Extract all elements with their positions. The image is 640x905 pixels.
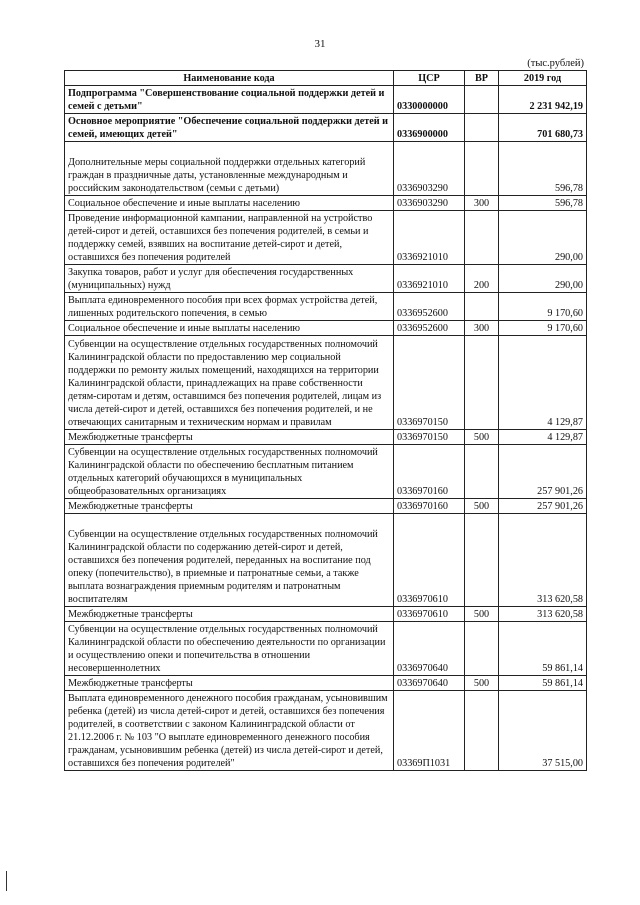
row-name: Межбюджетные трансферты [65,430,394,445]
row-amount: 701 680,73 [499,114,587,142]
table-row [65,211,587,265]
row-csr: 0336970640 [394,676,465,691]
row-vr [465,336,499,430]
row-vr [465,142,499,196]
row-vr: 500 [465,676,499,691]
row-csr: 0336970160 [394,499,465,514]
row-vr [465,691,499,771]
row-vr: 200 [465,265,499,293]
row-amount: 9 170,60 [499,321,587,336]
row-csr: 0336970160 [394,445,465,499]
header-csr: ЦСР [394,71,465,86]
page-number: 31 [314,38,326,50]
row-name: Межбюджетные трансферты [65,499,394,514]
row-vr: 300 [465,196,499,211]
margin-mark [6,871,7,891]
row-csr: 0336952600 [394,321,465,336]
row-vr: 500 [465,430,499,445]
table-row [65,321,587,336]
row-name: Социальное обеспечение и иные выплаты населению [65,321,394,336]
row-name: Социальное обеспечение и иные выплаты населению [65,196,394,211]
row-name: Дополнительные меры социальной поддержки отдельных категорий граждан в праздничные даты, установленные международным и российским законодательством (семьи с детьми) [65,142,394,196]
row-csr: 0336952600 [394,293,465,321]
table-row [65,265,587,293]
row-amount: 596,78 [499,196,587,211]
row-csr: 0330000000 [394,86,465,114]
row-amount: 290,00 [499,265,587,293]
row-csr: 0336970610 [394,514,465,607]
row-csr: 0336970610 [394,607,465,622]
row-csr: 0336903290 [394,142,465,196]
row-vr: 500 [465,499,499,514]
header-year: 2019 год [499,71,587,86]
table-row [65,114,587,142]
row-vr [465,114,499,142]
table-row [65,514,587,607]
budget-table [64,70,587,771]
row-csr: 0336970150 [394,430,465,445]
row-name: Субвенции на осуществление отдельных государственных полномочий Калининградской области по содержанию детей-сирот и детей, оставшихся без попечения родителей, переданных на воспитание под опеку (попечительство), в приемные и патронатные семьи, а также выплата вознаграждения приемным родителям и патронатным воспитателям [65,514,394,607]
row-name: Субвенции на осуществление отдельных государственных полномочий Калининградской области по предоставлению мер социальной поддержки по ремонту жилых помещений, находящихся на территории Калининградской области, принадлежащих на праве собственности детям-сиротам и детям, оставшимся без попечения родителей, лицам из числа детей-сирот и детей, оставшихся без попечения родителей, и не отвечающих санитарным и техническим нормам и правилам [65,336,394,430]
row-amount: 2 231 942,19 [499,86,587,114]
row-amount: 596,78 [499,142,587,196]
table-row [65,336,587,430]
row-name: Субвенции на осуществление отдельных государственных полномочий Калининградской области по обеспечению деятельности по организации и осуществлению опеки и попечительства в отношении несовершеннолетних [65,622,394,676]
table-row [65,293,587,321]
row-csr: 03369П1031 [394,691,465,771]
table-row [65,691,587,771]
row-vr: 300 [465,321,499,336]
row-vr: 500 [465,607,499,622]
row-vr [465,622,499,676]
row-amount: 313 620,58 [499,607,587,622]
row-amount: 9 170,60 [499,293,587,321]
table-row [65,607,587,622]
row-csr: 0336900000 [394,114,465,142]
units-label: (тыс.рублей) [527,58,584,69]
row-csr: 0336921010 [394,265,465,293]
row-amount: 4 129,87 [499,430,587,445]
row-csr: 0336903290 [394,196,465,211]
row-name: Основное мероприятие "Обеспечение социальной поддержки детей и семей, имеющих детей" [65,114,394,142]
row-vr [465,293,499,321]
row-csr: 0336970640 [394,622,465,676]
row-amount: 257 901,26 [499,499,587,514]
row-name: Подпрограмма "Совершенствование социальной поддержки детей и семей с детьми" [65,86,394,114]
row-amount: 4 129,87 [499,336,587,430]
row-csr: 0336970150 [394,336,465,430]
row-vr [465,445,499,499]
row-name: Межбюджетные трансферты [65,607,394,622]
table-row [65,622,587,676]
header-vr: ВР [465,71,499,86]
row-vr [465,86,499,114]
table-header-row [65,71,587,86]
table-row [65,86,587,114]
row-amount: 59 861,14 [499,622,587,676]
row-csr: 0336921010 [394,211,465,265]
table-row [65,430,587,445]
table-row [65,499,587,514]
header-name: Наименование кода [65,71,394,86]
table-row [65,142,587,196]
row-amount: 257 901,26 [499,445,587,499]
row-vr [465,514,499,607]
row-name: Субвенции на осуществление отдельных государственных полномочий Калининградской области по обеспечению бесплатным питанием отдельных категорий обучающихся в муниципальных общеобразовательных организациях [65,445,394,499]
row-name: Выплата единовременного пособия при всех формах устройства детей, лишенных родительского попечения, в семью [65,293,394,321]
row-name: Закупка товаров, работ и услуг для обеспечения государственных (муниципальных) нужд [65,265,394,293]
row-name: Проведение информационной кампании, направленной на устройство детей-сирот и детей, оставшихся без попечения родителей, в семьи и поддержку семей, взявших на воспитание детей-сирот и детей, оставшихся без попечения родителей [65,211,394,265]
row-name: Межбюджетные трансферты [65,676,394,691]
row-amount: 59 861,14 [499,676,587,691]
row-amount: 37 515,00 [499,691,587,771]
row-vr [465,211,499,265]
table-row [65,196,587,211]
row-name: Выплата единовременного денежного пособия гражданам, усыновившим ребенка (детей) из числа детей-сирот и детей, оставшихся без попечения родителей, в соответствии с законом Калининградской области от 21.12.2006 г. № 103 "О выплате единовременного денежного пособия гражданам, усыновившим ребенка (детей) из числа детей-сирот и детей, оставшихся без попечения родителей" [65,691,394,771]
row-amount: 290,00 [499,211,587,265]
table-row [65,676,587,691]
row-amount: 313 620,58 [499,514,587,607]
table-row [65,445,587,499]
